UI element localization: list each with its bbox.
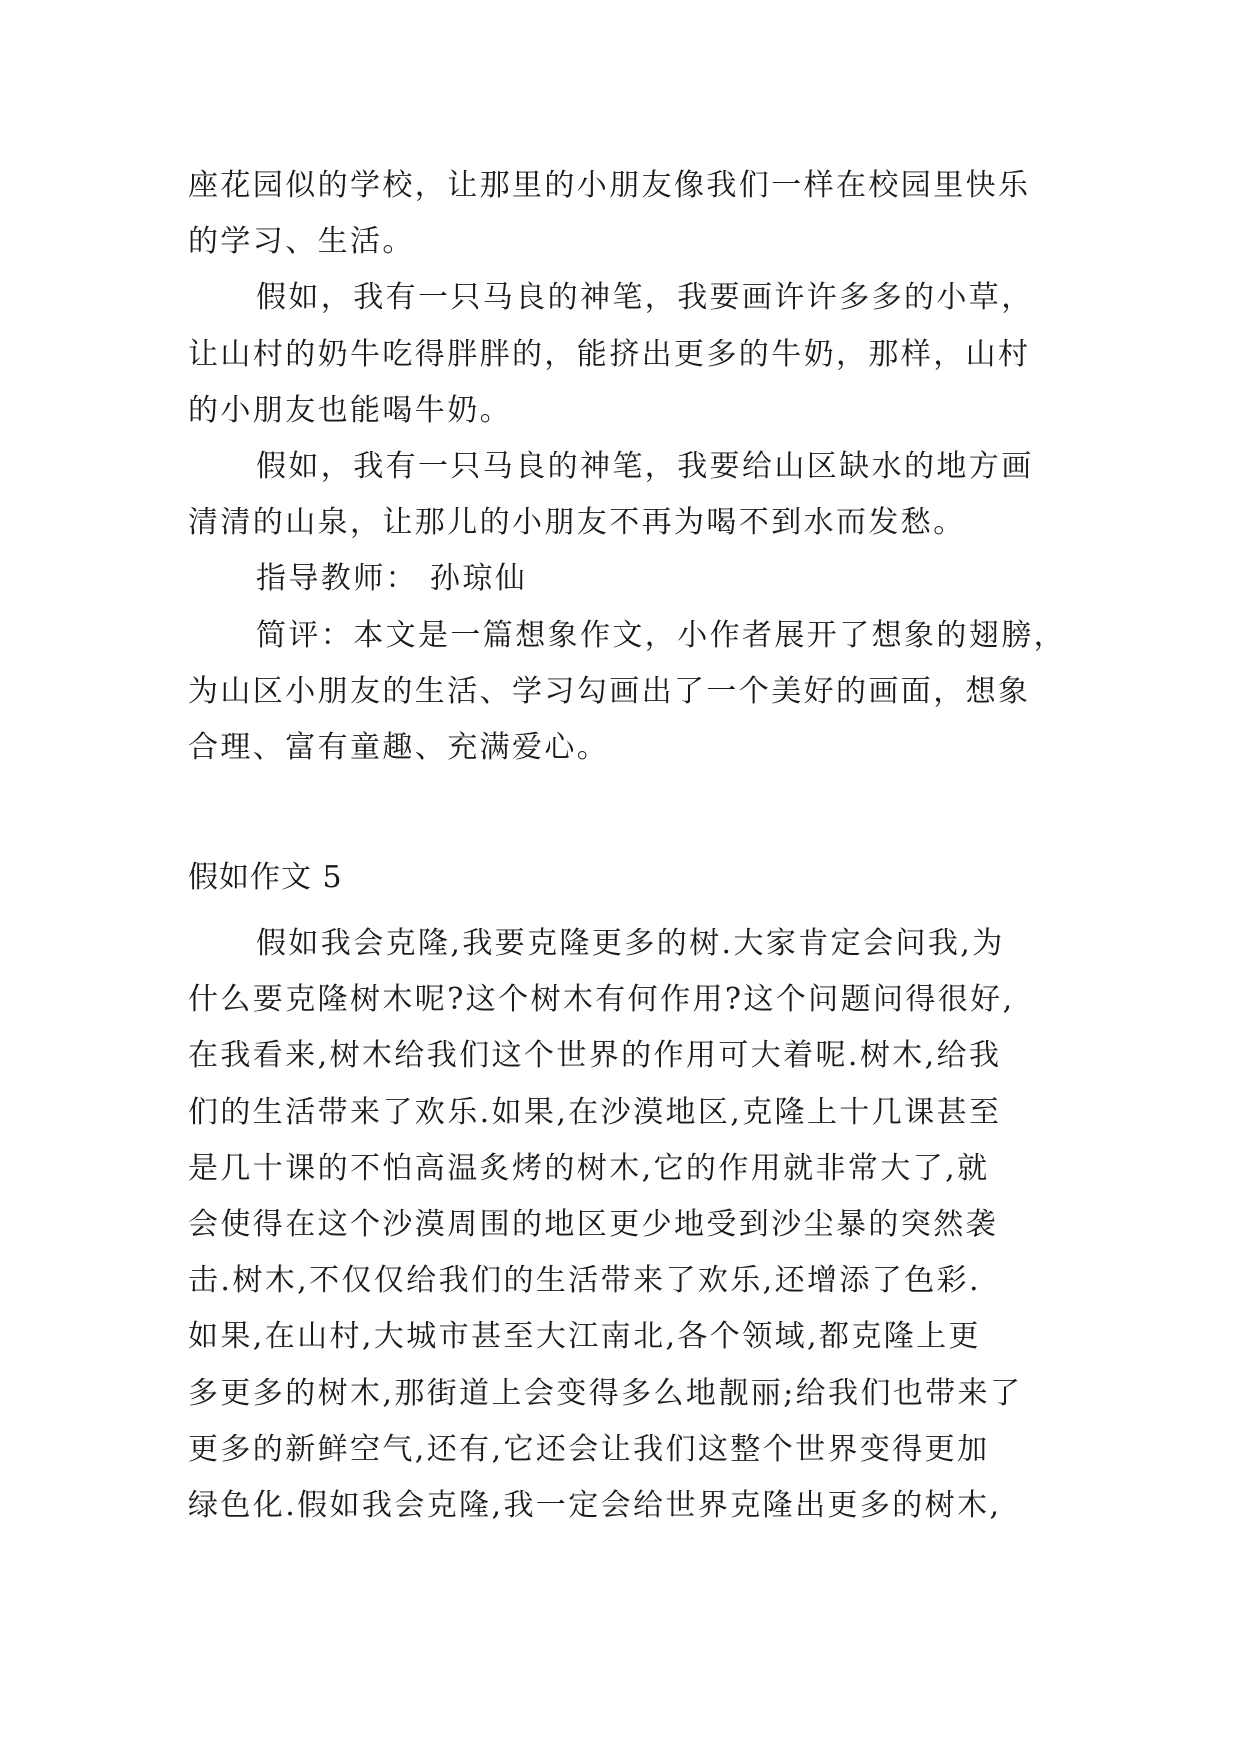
text-line: 们的生活带来了欢乐.如果,在沙漠地区,克隆上十几课甚至: [188, 1094, 1002, 1130]
text-line: 如果,在山村,大城市甚至大江南北,各个领域,都克隆上更: [188, 1319, 981, 1355]
text-line: 座花园似的学校，让那里的小朋友像我们一样在校园里快乐: [188, 168, 1031, 203]
paragraph-line: 假如，我有一只马良的神笔，我要画许许多多的小草，: [256, 280, 1034, 316]
teacher-line: 指导教师： 孙琼仙: [256, 561, 528, 597]
text-line: 为山区小朋友的生活、学习勾画出了一个美好的画面，想象: [188, 673, 1031, 709]
text-line: 让山村的奶牛吃得胖胖的，能挤出更多的牛奶，那样，山村: [188, 336, 1031, 372]
text-line: 什么要克隆树木呢?这个树木有何作用?这个问题问得很好,: [188, 982, 1015, 1018]
text-line: 清清的山泉，让那儿的小朋友不再为喝不到水而发愁。: [188, 505, 966, 541]
text-line: 的小朋友也能喝牛奶。: [188, 392, 512, 428]
text-line: 合理、富有童趣、充满爱心。: [188, 729, 610, 765]
section-gap: [188, 776, 1058, 850]
text-line: 多更多的树木,那街道上会变得多么地靓丽;给我们也带来了: [188, 1375, 1023, 1411]
text-line: 击.树木,不仅仅给我们的生活带来了欢乐,还增添了色彩.: [188, 1263, 981, 1299]
text-line: 更多的新鲜空气,还有,它还会让我们这整个世界变得更加: [188, 1431, 990, 1467]
text-line: 绿色化.假如我会克隆,我一定会给世界克隆出更多的树木,: [188, 1487, 1002, 1523]
document-body: [188, 158, 1066, 1534]
section-heading: 假如作文 5: [188, 860, 343, 896]
text-line: 会使得在这个沙漠周围的地区更少地受到沙尘暴的突然袭: [188, 1207, 998, 1242]
paragraph-line: 假如我会克隆,我要克隆更多的树.大家肯定会问我,为: [256, 926, 1005, 962]
text-line: 是几十课的不怕高温炙烤的树木,它的作用就非常大了,就: [188, 1150, 990, 1186]
review-line: 简评：本文是一篇想象作文，小作者展开了想象的翅膀，: [256, 617, 1066, 653]
text-line: 的学习、生活。: [188, 224, 415, 260]
text-line: 在我看来,树木给我们这个世界的作用可大着呢.树木,给我: [188, 1038, 1002, 1074]
paragraph-line: 假如，我有一只马良的神笔，我要给山区缺水的地方画: [256, 448, 1034, 484]
